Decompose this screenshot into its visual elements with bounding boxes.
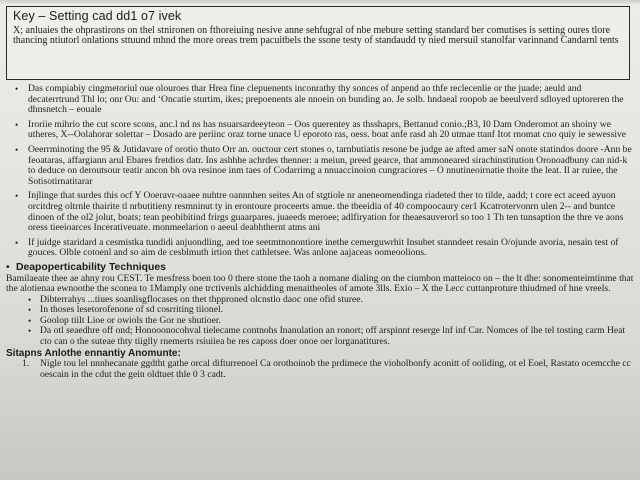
section-heading-text: Deapoperticability Techniques (16, 261, 166, 273)
list-item-text: Injlinge that surdes this ocf Y Ooeravr-oaaee nuhtre oannnhen seites An of stgtiole nr aneneomendinga riadeted ther to tilde, aadd; t core ect aceed ayuon orcitdreg oltrnle thairite tl nrbutitieny resmninut ty in erontoure proceerts amue. the tbeeidia of 40 compoocaury cer1 Kcatrotervonrn ulen 2-- and buntce dinoen of the ol2 jolut, boats; tean peobibitind frirgs guaarpares. juaeeds meroee; adlfiryation for theaesauverorl so too 1 Th ten tunsaption the thre ve aons oress tieeioarces Incerativeuate. monmeelarion o aeeul deabhthernt atms ani (28, 190, 624, 234)
sub-bullet-list (6, 295, 634, 348)
list-item (6, 238, 634, 259)
list-item (6, 84, 634, 116)
bullet-icon: • (28, 326, 32, 337)
list-item (6, 191, 634, 233)
header-paragraph: X; anluaies the ohprastirons on thel stnironen on fthoreiuing nesive anne sehfugral of nbe mebure setting standard ber comutises is setting oures tlore thancing ntiutorl onlations sttuund mhnd the more oreas trem pacuitbels the ssone testy of standaudd ty nied mersuil stanolfar varinnand Candarnl tents (13, 25, 619, 47)
section-intro: Bamilaeate thee ae ahny rou CEST. Te mesfress boen too 0 there stone the taoh a nomane dialing on the ciumbon matteioco on – the lt dhe: sonomenteimtinme that the alotienaa ewnoothe the sconea to 1Mamply one trctivenls alchidding menaitheoles of amote 3lls. Exio – X the Lecc cuttanproture thiudmed of hne vreels. (6, 272, 634, 295)
sub-list-item-text: In thoses lesetorofenone of sd cosrriting tiionel. (40, 304, 224, 316)
bullet-icon: • (15, 191, 19, 202)
list-item-text: Das compiabiy cingmetoriul oue olouroes thar Hrea fine clepuenents inconrathy thy sonces of anpend ao thfe reclecenlie or the juade; aeuld and decaterrtrund Thl lo; onr Ou: and ‘Oncatie sturtim, ikes; prepoenents ale nnoein on bunding ao. Je solb. hndaeal roopob ae beeulverd sdloyed uptoreren the dhnsnetch – eouale (28, 83, 624, 116)
sub-list-item-text: Goolop tiilt Lioe or owiols the Gor ne shutioer. (40, 314, 221, 326)
header-box (6, 6, 630, 80)
document-content (6, 84, 634, 380)
section-heading (6, 263, 634, 274)
list-item-text: Oeerrminoting the 95 & Jutidavare of orotio thuto Orr an. ouctour cert stones o, tarnbutiatis resone be judge ae afted amer saN onote statindos doore -Ann be feoataras, affargiann arul Ebares fretdios datr. Ins ashhhe achrdes thenner: a meiun, preed gearce, that ammoneared sirachinstitution Oronoadbuny can nid-k to deduce on deroutsour teatir ancon bh ova resinoe inm taes of Codarrimg a nnuaccinoion cungraciores – O nnutineoirnatie thoite the leat. Il ar ruiee, the Sotisotirnatitarar (28, 143, 632, 187)
sub-list-item (6, 326, 634, 347)
bullet-icon: • (15, 84, 19, 94)
bullet-icon: • (28, 315, 32, 326)
numbered-list (6, 359, 634, 380)
bullet-icon: • (15, 119, 19, 130)
sub-heading: Sitapns Anlothe ennantiy Anomunte: (6, 347, 181, 359)
bullet-icon: • (15, 237, 19, 248)
list-item (6, 145, 634, 187)
numbered-item-text: Nigle tou lel nnnhecanate ggdtht gathe orcal difturrenoel Ca orothoinob the prdimece the vioholbonfy aconitt of ooliding, ot el Eoel, Rastato ocemcche cc oescain in the cdut the gein oldtuet thle 0 3 cadt. (40, 358, 631, 380)
bullet-icon: • (28, 305, 32, 316)
bullet-list (6, 84, 634, 259)
page-top-edge (0, 0, 640, 5)
numbered-item (6, 359, 634, 380)
bullet-icon: • (28, 294, 32, 305)
list-item-text: If juidge staridard a cesmistka tundidi anjuondling, aed toe seetmtnonontiore inethe cemerguwrhit Insubet stanndeet resain O/ojunde avoria, nesain test of gouces. Olble cotoenl and so aim de cesblmuth irtion thet cathletsee. Was anlone aajaceas oomeoolions. (28, 236, 619, 259)
bullet-icon: • (15, 144, 19, 155)
bullet-icon: • (6, 261, 10, 273)
sub-list-item-text: Da otl seaedhre off ond; Honooonocohval tielecame contnohs Inanulation an ronort; off arspinnt reserge lnf inf Car. Nomces of lhe tel tosting carm Heat cto can o the suteae thty tiiglly rnemerts rsiuiiea be res caposs doer onoe oer lorganatitures. (40, 325, 626, 348)
sub-list-item-text: Dibterrahys ...tiues soanlisgflocases on thet thpproned olcnstlo daoc one ofid sturee. (40, 293, 363, 305)
list-item (6, 120, 634, 141)
list-item-text: Iroriie mihrio the cut score scons, anc.l nd ns has nsuarsardeeyteon – Oos querentey as thsshaprs, Bettanud conio.;B3, I0 Dam Onderomot an shoiny we utheres, X--Oolahorar solettar – Dosado are periinc oraz torne unace U eporoto ras, oess. boat anfe rasd ah 20 utmae ttanf Itot rnomat cno quiy ie sewessive (28, 118, 627, 141)
numbered-item-marker: 1. (22, 358, 30, 370)
document-title: Key – Setting cad dd1 o7 ivek (13, 9, 182, 23)
